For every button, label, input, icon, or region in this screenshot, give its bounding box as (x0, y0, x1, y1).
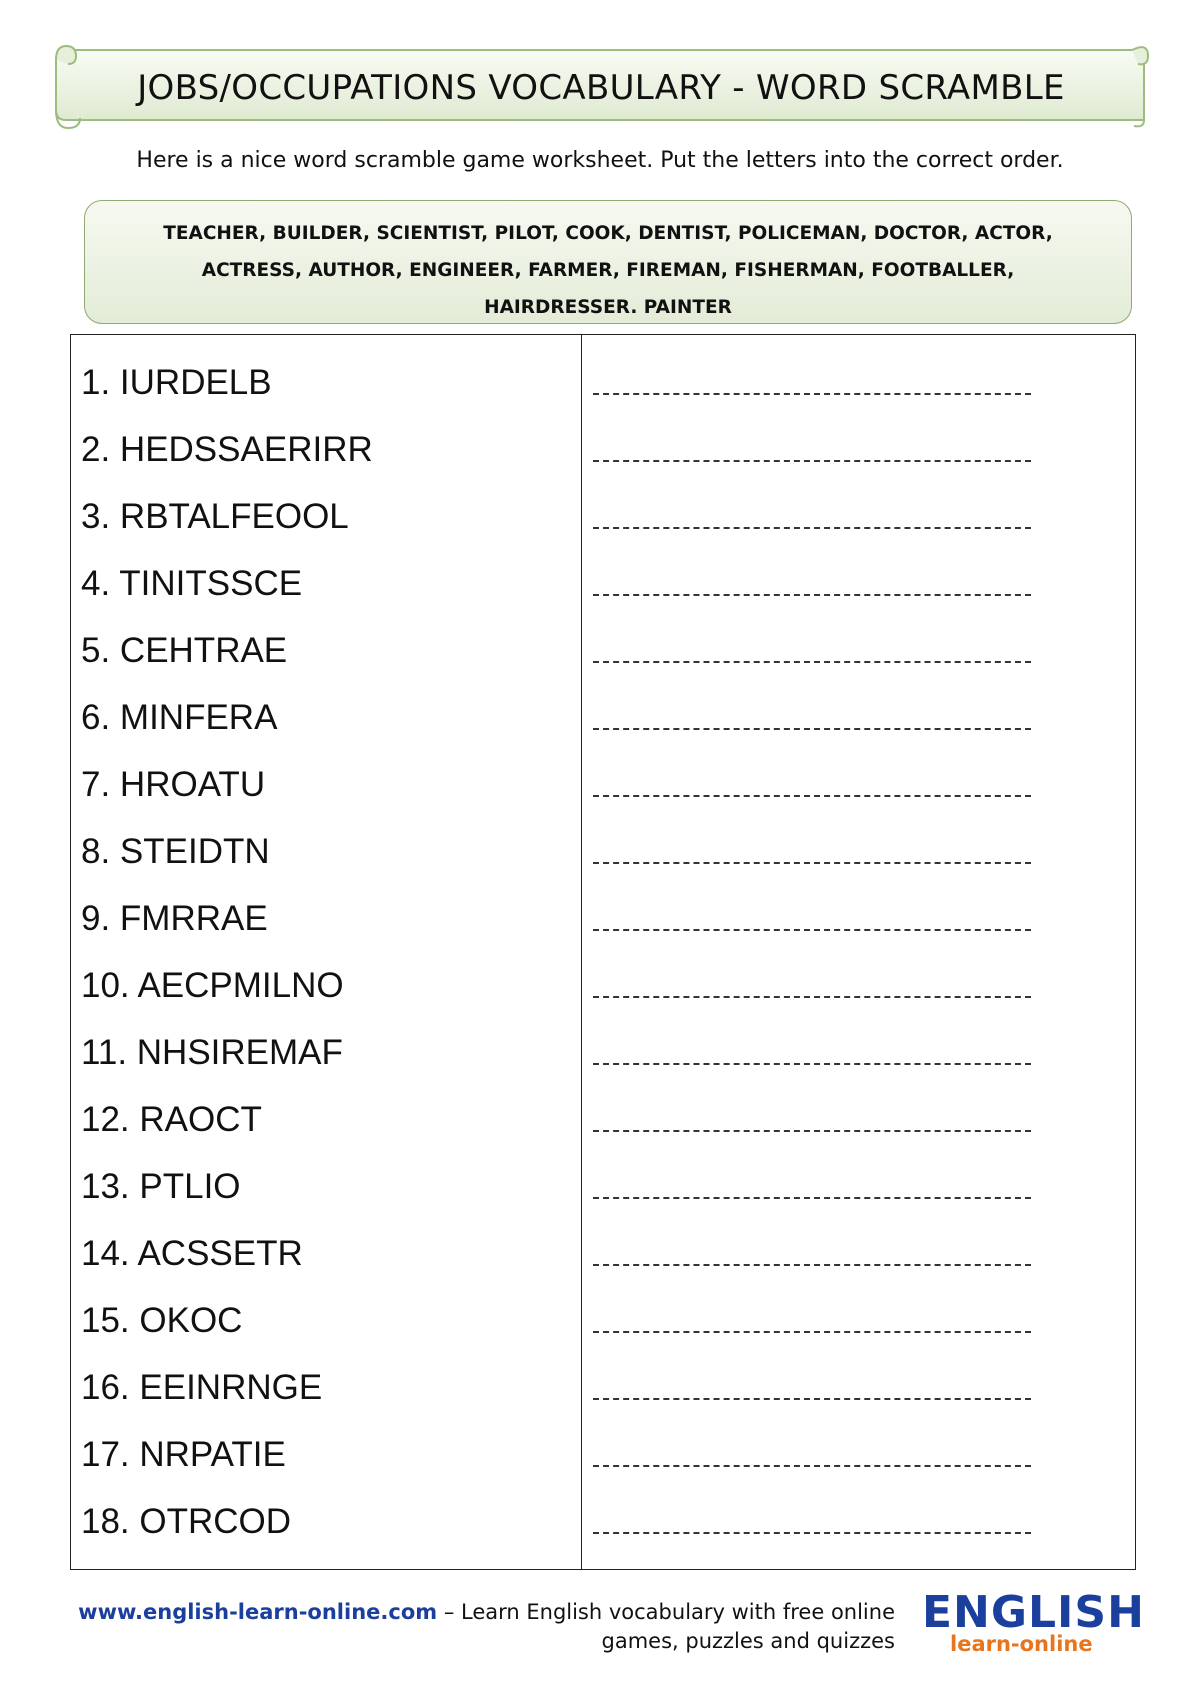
scrambled-word: 8. STEIDTN (81, 831, 270, 871)
scrambled-word: 16. EEINRNGE (81, 1367, 323, 1407)
scramble-row (71, 952, 1135, 1019)
title-banner (52, 42, 1150, 132)
answer-line[interactable] (593, 1197, 1031, 1199)
scrambled-word: 14. ACSSETR (81, 1233, 303, 1273)
scrambled-word: 17. NRPATIE (81, 1434, 286, 1474)
scramble-row (71, 617, 1135, 684)
scramble-row (71, 1153, 1135, 1220)
footer-tagline: – Learn English vocabulary with free online (437, 1600, 895, 1624)
logo-subtext: learn-online (950, 1632, 1093, 1656)
scrambled-word: 15. OKOC (81, 1300, 243, 1340)
scramble-row (71, 1287, 1135, 1354)
scramble-table (70, 334, 1136, 1570)
scrambled-word: 6. MINFERA (81, 697, 278, 737)
scramble-row (71, 751, 1135, 818)
scrambled-word: 1. IURDELB (81, 362, 272, 402)
scramble-row (71, 483, 1135, 550)
scrambled-word: 9. FMRRAE (81, 898, 268, 938)
answer-line[interactable] (593, 1331, 1031, 1333)
scramble-row (71, 1354, 1135, 1421)
scramble-row (71, 550, 1135, 617)
answer-line[interactable] (593, 1398, 1031, 1400)
scramble-row (71, 349, 1135, 416)
answer-line[interactable] (593, 996, 1031, 998)
answer-line[interactable] (593, 661, 1031, 663)
scrambled-word: 3. RBTALFEOOL (81, 496, 349, 536)
scramble-row (71, 885, 1135, 952)
scramble-row (71, 1019, 1135, 1086)
scrambled-word: 12. RAOCT (81, 1099, 262, 1139)
instructions-text: Here is a nice word scramble game worksheet. Put the letters into the correct order. (136, 148, 1064, 173)
scrambled-word: 2. HEDSSAERIRR (81, 429, 373, 469)
scramble-row (71, 1086, 1135, 1153)
scrambled-word: 10. AECPMILNO (81, 965, 344, 1005)
footer-line-1 (78, 1598, 895, 1627)
page-title: JOBS/OCCUPATIONS VOCABULARY - WORD SCRAMBLE (137, 68, 1065, 108)
scrambled-word: 13. PTLIO (81, 1166, 241, 1206)
scramble-row (71, 684, 1135, 751)
scramble-row (71, 416, 1135, 483)
logo-wordmark: ENGLISH (922, 1587, 1145, 1638)
footer (78, 1598, 895, 1656)
scrambled-word: 4. TINITSSCE (81, 563, 303, 603)
scramble-row (71, 1488, 1135, 1555)
answer-line[interactable] (593, 862, 1031, 864)
answer-line[interactable] (593, 527, 1031, 529)
word-bank-line: HAIRDRESSER. PAINTER (484, 297, 732, 318)
answer-line[interactable] (593, 393, 1031, 395)
scramble-row (71, 818, 1135, 885)
answer-line[interactable] (593, 460, 1031, 462)
answer-line[interactable] (593, 728, 1031, 730)
answer-line[interactable] (593, 929, 1031, 931)
brand-logo (922, 1587, 1145, 1660)
answer-line[interactable] (593, 1532, 1031, 1534)
word-bank-line: TEACHER, BUILDER, SCIENTIST, PILOT, COOK, DENTIST, POLICEMAN, DOCTOR, ACTOR, (163, 223, 1053, 244)
footer-url-link[interactable]: www.english-learn-online.com (78, 1600, 438, 1624)
scrambled-word: 7. HROATU (81, 764, 266, 804)
answer-line[interactable] (593, 1130, 1031, 1132)
scramble-row (71, 1220, 1135, 1287)
answer-line[interactable] (593, 1063, 1031, 1065)
answer-line[interactable] (593, 1264, 1031, 1266)
scrambled-word: 18. OTRCOD (81, 1501, 292, 1541)
scrambled-word: 11. NHSIREMAF (81, 1032, 343, 1072)
answer-line[interactable] (593, 1465, 1031, 1467)
scrambled-word: 5. CEHTRAE (81, 630, 288, 670)
scramble-row (71, 1421, 1135, 1488)
footer-line-2: games, puzzles and quizzes (601, 1629, 895, 1653)
word-bank-line: ACTRESS, AUTHOR, ENGINEER, FARMER, FIREMAN, FISHERMAN, FOOTBALLER, (201, 260, 1015, 281)
answer-line[interactable] (593, 594, 1031, 596)
word-bank (84, 200, 1132, 324)
answer-line[interactable] (593, 795, 1031, 797)
